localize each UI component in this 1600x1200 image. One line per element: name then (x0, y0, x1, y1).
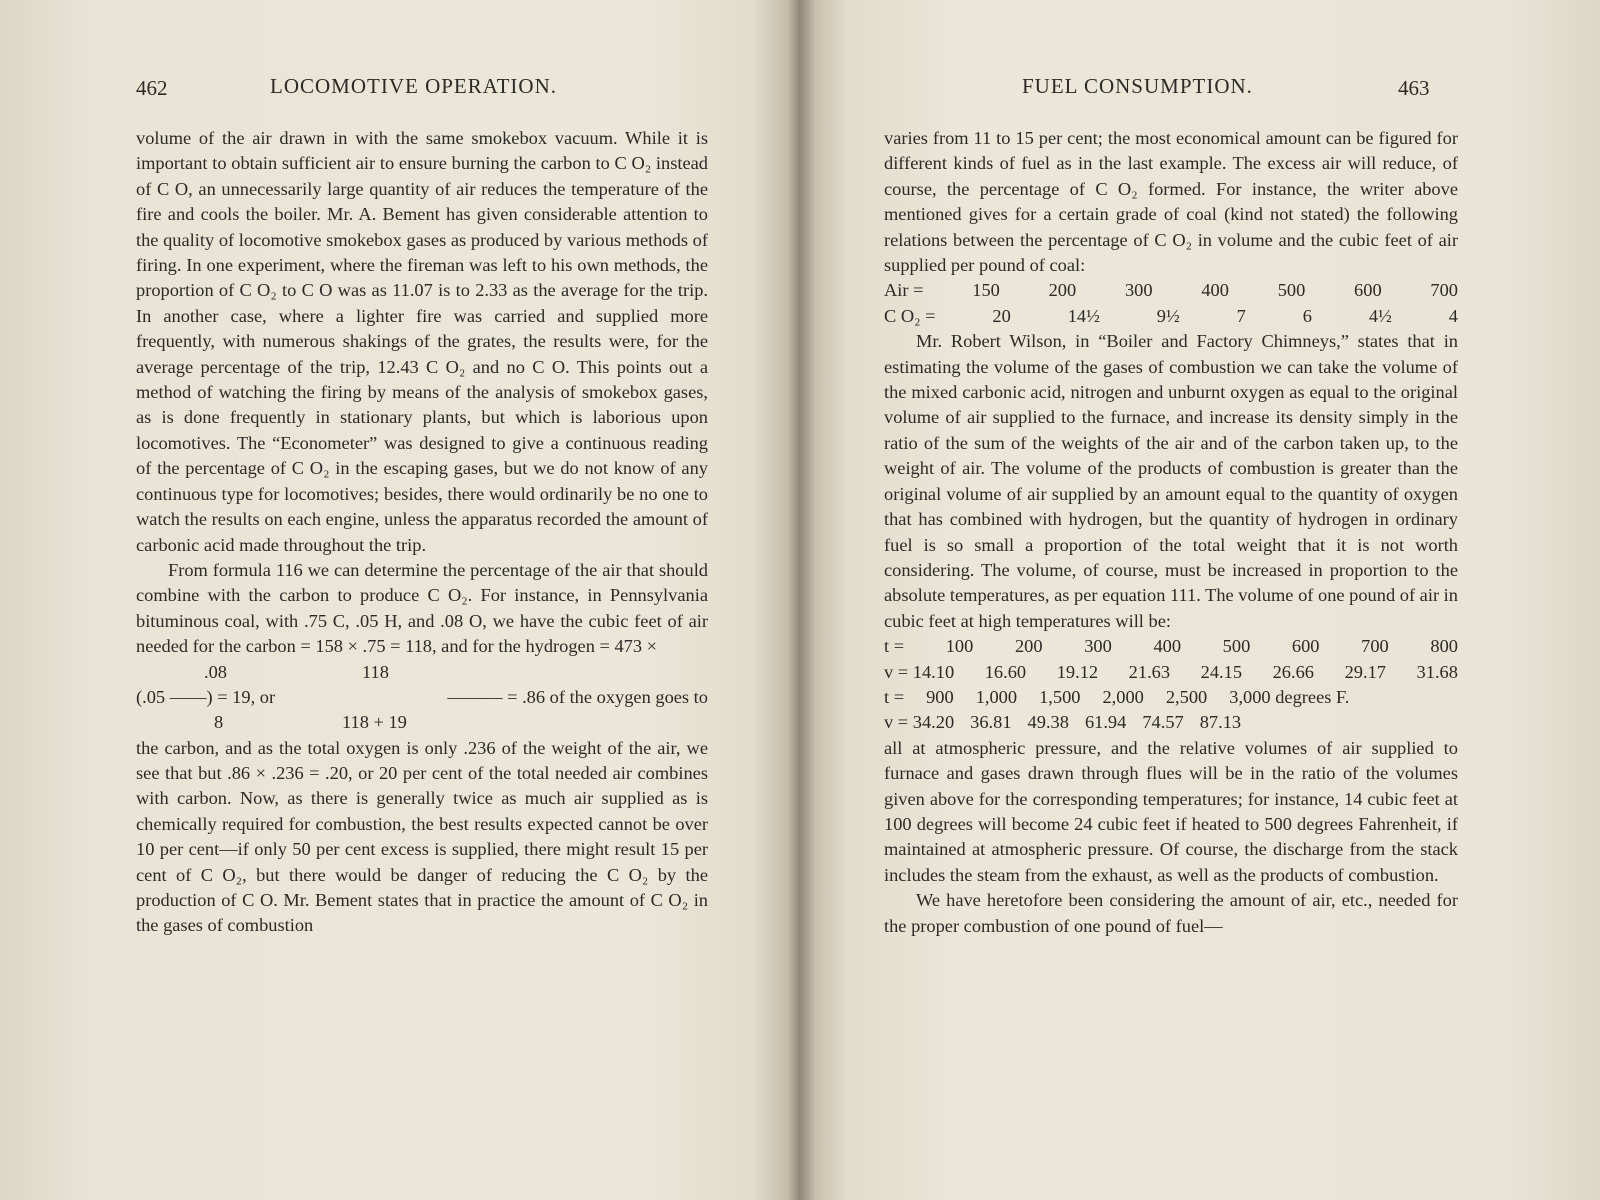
table-cell: 74.57 (1142, 712, 1184, 733)
air-co2-table (884, 278, 1458, 329)
table-cell: 4 (1448, 305, 1458, 326)
paragraph: We have heretofore been considering the amount of air, etc., needed for the proper combustion of one pound of fuel— (884, 890, 1458, 936)
table-cell: 100 (945, 636, 974, 657)
right-page (800, 0, 1600, 1200)
running-head: FUEL CONSUMPTION. (1022, 74, 1253, 98)
table-cell: 500 (1277, 280, 1306, 301)
table-cell: C O₂ = (884, 305, 936, 326)
formula-numerator: 118 (362, 661, 389, 682)
temperature-volume-table (884, 634, 1458, 736)
table-cell: 29.17 (1344, 661, 1386, 682)
table-cell: 600 (1354, 280, 1382, 301)
table-cell: 14½ (1067, 305, 1100, 326)
table-cell: 4½ (1368, 305, 1392, 326)
table-cell: 300 (1124, 280, 1153, 301)
table-cell: 31.68 (1416, 661, 1458, 682)
table-cell: 150 (972, 280, 1000, 301)
table-row (884, 685, 1458, 710)
paragraph: the carbon, and as the total oxygen is only .236 of the weight of the air, we see that but .86 × .236 = .20, or 20 per cent of the total needed air combines with carbon. Now, as there is generally twice as much air supplied as is chemically required for combustion, the best results expected cannot be over 10 per cent—if only 50 per cent excess is supplied, there might result 15 per cent of C O₂, but there would be danger of reducing the C O₂ by the production of C O. Mr. Bement states that in practice the amount of C O₂ in the gases of combustion (136, 737, 708, 936)
table-cell: 400 (1201, 280, 1229, 301)
table-cell: t = (884, 686, 905, 707)
paragraph: Mr. Robert Wilson, in “Boiler and Factory Chimneys,” states that in estimating the volume of the gases of combustion we can take the volume of the mixed carbonic acid, nitrogen and unburnt oxygen as equal to the original volume of air supplied to the furnace, and increase its density simply in the ratio of the sum of the weights of the air and of the carbon taken up, to the weight of air. The volume of the products of combustion is greater than the original volume of air supplied by an amount equal to the quantity of oxygen that has combined with hydrogen, but the quantity of hydrogen in ordinary fuel is so small a proportion of the total weight that it is not worth considering. The volume, of course, must be increased in proportion to the absolute temperatures, as per equation 111. The volume of one pound of air in cubic feet at high temperatures will be: (884, 331, 1458, 631)
table-cell: 26.66 (1272, 661, 1314, 682)
table-cell: 2,000 (1102, 686, 1144, 707)
table-cell: 700 (1361, 636, 1389, 657)
table-cell: 24.15 (1200, 661, 1243, 682)
table-cell: 700 (1430, 280, 1458, 301)
table-cell: t = (884, 636, 905, 657)
table-cell: 21.63 (1128, 661, 1171, 682)
running-head: LOCOMOTIVE OPERATION. (270, 74, 557, 98)
page-number: 463 (1398, 76, 1430, 100)
table-cell: 800 (1430, 636, 1458, 657)
table-cell: 87.13 (1199, 712, 1242, 733)
table-cell: 19.12 (1056, 661, 1099, 682)
table-row (884, 660, 1458, 685)
table-cell: v = 14.10 (884, 661, 955, 682)
table-cell: 1,500 (1039, 686, 1081, 707)
table-cell: 9½ (1156, 305, 1180, 326)
table-cell: 36.81 (970, 712, 1012, 733)
text-column (884, 126, 1458, 939)
paragraph: varies from 11 to 15 per cent; the most economical amount can be figured for different kinds of fuel as in the last example. The excess air will reduce, of course, the percentage of C O₂ formed. For instance, the writer above mentioned gives for a certain grade of coal (kind not stated) the following relations between the percentage of C O₂ in volume and the cubic feet of air supplied per pound of coal: (884, 128, 1458, 276)
table-cell: 7 (1236, 305, 1246, 326)
table-cell: 61.94 (1084, 712, 1127, 733)
formula-denominator: 8 (214, 711, 224, 732)
table-cell: 200 (1048, 280, 1077, 301)
text-column (136, 126, 708, 939)
paragraph: volume of the air drawn in with the same smokebox vacuum. While it is important to obtain sufficient air to ensure burning the carbon to C O₂ instead of C O, an unnecessarily large quantity of air reduces the temperature of the fire and cools the boiler. Mr. A. Bement has given considerable attention to the quality of locomotive smokebox gases as produced by various methods of firing. In one experiment, where the fireman was left to his own methods, the proportion of C O₂ to C O was as 11.07 is to 2.33 as the average for the trip. In another case, where a lighter fire was carried and supplied more frequently, with numerous shakings of the grates, the results were, for the average percentage of the trip, 12.43 C O₂ and no C O. This points out a method of watching the firing by means of the analysis of smokebox gases, as is done frequently in stationary plants, but which is laborious upon locomotives. The “Econometer” was designed to give a continuous reading of the percentage of C O₂ in the escaping gases, but we do not know of any continuous type for locomotives; besides, there would ordinarily be no one to watch the results on each engine, unless the apparatus recorded the amount of carbonic acid made throughout the trip. (136, 128, 708, 555)
formula (136, 660, 708, 736)
table-cell: 400 (1153, 636, 1182, 657)
table-row (884, 710, 1458, 735)
table-cell: 6 (1302, 305, 1312, 326)
formula-main: (.05 ——) = 19, or (136, 686, 276, 707)
paragraph: From formula 116 we can determine the percentage of the air that should combine with the carbon to produce C O₂. For instance, in Pennsylvania bituminous coal, with .75 C, .05 H, and .08 O, we have the cubic feet of air needed for the carbon = 158 × .75 = 118, and for the hydrogen = 473 × (136, 559, 708, 657)
table-cell: 16.60 (984, 661, 1027, 682)
table-cell: 200 (1014, 636, 1043, 657)
table-row (884, 304, 1458, 329)
table-cell: Air = (884, 280, 924, 301)
table-cell: 49.38 (1027, 712, 1069, 733)
table-row (884, 634, 1458, 659)
table-cell: 500 (1222, 636, 1251, 657)
paragraph: all at atmospheric pressure, and the relative volumes of air supplied to furnace and gases drawn through flues will be in the ratio of the volumes given above for the corresponding temperatures; for instance, 14 cubic feet at 100 degrees will become 24 cubic feet if heated to 500 degrees Fahrenheit, if maintained at atmospheric pressure. Of course, the discharge from the stack includes the steam from the exhaust, as well as the products of combustion. (884, 737, 1458, 885)
table-cell: 600 (1291, 636, 1320, 657)
table-cell: 1,000 (975, 686, 1018, 707)
table-cell: 3,000 degrees F. (1229, 686, 1350, 707)
formula-denominator: 118 + 19 (342, 711, 407, 732)
table-cell: 300 (1084, 636, 1112, 657)
table-cell: 2,500 (1165, 686, 1208, 707)
table-cell: v = 34.20 (884, 712, 955, 733)
table-row (884, 278, 1458, 303)
formula-main: ——— = .86 of the oxygen goes to (447, 686, 708, 707)
page-number: 462 (136, 76, 168, 100)
formula-numerator: .08 (204, 661, 227, 682)
table-cell: 900 (926, 686, 954, 707)
table-cell: 20 (992, 305, 1011, 326)
